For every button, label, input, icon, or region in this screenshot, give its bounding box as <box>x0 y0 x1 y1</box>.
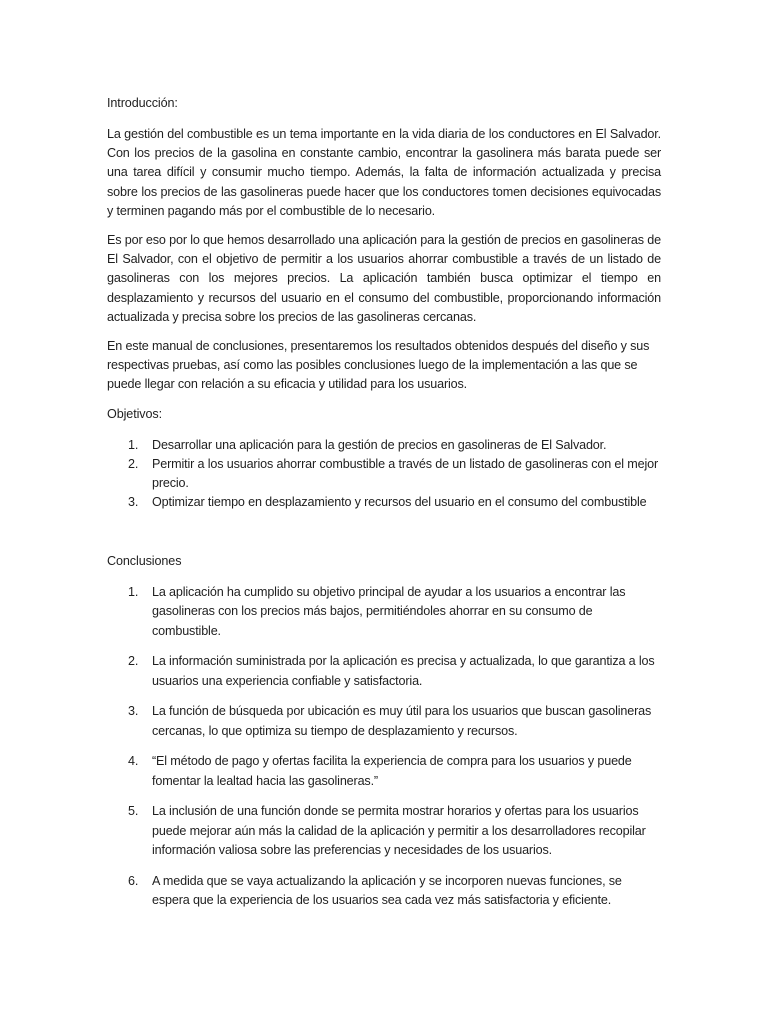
objective-number: 1. <box>128 437 139 452</box>
objective-text: Optimizar tiempo en desplazamiento y recursos del usuario en el consumo del combustible <box>152 494 647 509</box>
conclusion-item <box>107 652 661 691</box>
intro-heading: Introducción: <box>107 96 178 110</box>
conclusion-number: 6. <box>128 873 139 888</box>
objective-number: 2. <box>128 456 139 471</box>
conclusion-text: “El método de pago y ofertas facilita la experiencia de compra para los usuarios y puede fomentar la lealtad hacia las gasolineras.” <box>152 754 632 788</box>
intro-paragraph-2: Es por eso por lo que hemos desarrollado una aplicación para la gestión de precios en gasolineras de El Salvador, con el objetivo de permitir a los usuarios ahorrar combustible a través de un listado de gasolineras con los mejores precios. La aplicación también busca optimizar el tiempo en desplazamiento y recursos del usuario en el consumo del combustible, proporcionando información actualizada y precisa sobre los precios de las gasolineras cercanas. <box>107 233 661 324</box>
conclusion-text: La aplicación ha cumplido su objetivo principal de ayudar a los usuarios a encontrar las gasolineras con los precios más bajos, permitiéndoles ahorrar en su consumo de combustible. <box>152 584 626 638</box>
conclusion-number: 4. <box>128 754 139 769</box>
intro-paragraph-1: La gestión del combustible es un tema importante en la vida diaria de los conductores en El Salvador. Con los precios de la gasolina en constante cambio, encontrar la gasolinera más barata puede ser una tarea difícil y consumir mucho tiempo. Además, la falta de información actualizada y precisa sobre los precios de las gasolineras puede hacer que los conductores tomen decisiones equivocadas y terminen pagando más por el combustible de lo necesario. <box>107 127 661 218</box>
conclusion-number: 5. <box>128 804 139 819</box>
objective-number: 3. <box>128 494 139 509</box>
conclusion-item <box>107 802 661 861</box>
conclusion-text: La información suministrada por la aplicación es precisa y actualizada, lo que garantiza a los usuarios una experiencia confiable y satisfactoria. <box>152 654 655 688</box>
conclusion-number: 3. <box>128 704 139 719</box>
conclusion-text: A medida que se vaya actualizando la aplicación y se incorporen nuevas funciones, se espera que la experiencia de los usuarios sea cada vez más satisfactoria y eficiente. <box>152 873 622 908</box>
conclusion-text: La función de búsqueda por ubicación es muy útil para los usuarios que buscan gasolineras cercanas, lo que optimiza su tiempo de desplazamiento y recursos. <box>152 704 652 738</box>
document-content <box>107 94 661 922</box>
conclusions-heading: Conclusiones <box>107 553 182 568</box>
objective-item <box>107 436 661 455</box>
conclusion-item <box>107 872 661 911</box>
objectives-heading: Objetivos: <box>107 406 162 421</box>
objectives-list <box>107 436 661 512</box>
objective-text: Permitir a los usuarios ahorrar combustible a través de un listado de gasolineras con el mejor precio. <box>152 456 658 490</box>
conclusion-number: 1. <box>128 584 139 599</box>
conclusion-item <box>107 702 661 741</box>
conclusions-list <box>107 583 661 911</box>
conclusion-item <box>107 583 661 642</box>
objective-item <box>107 455 661 493</box>
conclusion-number: 2. <box>128 654 139 669</box>
conclusion-item <box>107 752 661 791</box>
objective-text: Desarrollar una aplicación para la gestión de precios en gasolineras de El Salvador. <box>152 437 607 452</box>
section-spacer <box>107 512 661 552</box>
conclusion-text: La inclusión de una función donde se permita mostrar horarios y ofertas para los usuarios puede mejorar aún más la calidad de la aplicación y permitir a los desarrolladores recopilar información valiosa sobre las preferencias y necesidades de los usuarios. <box>152 804 646 858</box>
objective-item <box>107 493 661 512</box>
intro-paragraph-3: En este manual de conclusiones, presentaremos los resultados obtenidos después del diseño y sus respectivas pruebas, así como las posibles conclusiones luego de la implementación a las que se puede llegar con relación a su eficacia y utilidad para los usuarios. <box>107 339 650 392</box>
